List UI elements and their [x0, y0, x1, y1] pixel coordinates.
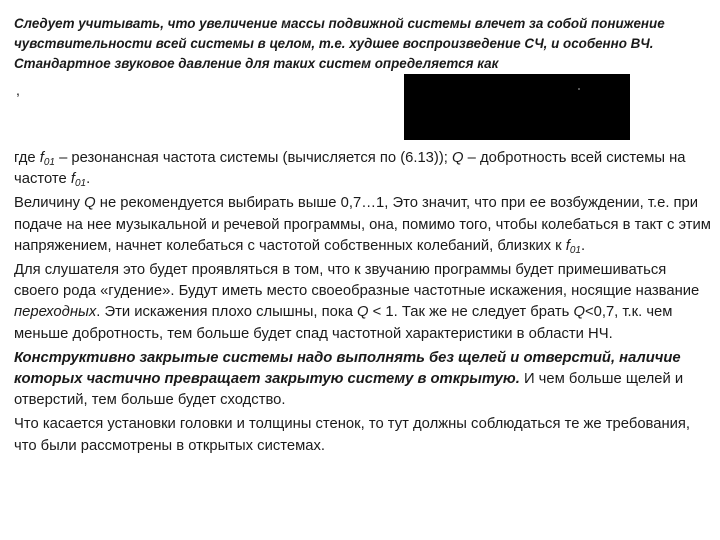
text-span: .: [86, 171, 91, 188]
emphasis-term: переходных: [14, 304, 97, 321]
paragraph-listener: [14, 260, 714, 345]
text-span: . Эти искажения плохо слышны, пока: [96, 304, 358, 321]
text-span: И чем больше щелей и отверстий, тем больше будет сходство.: [14, 371, 684, 409]
symbol-f: f: [70, 171, 75, 188]
paragraph-installation: Что касается установки головки и толщины стенок, то тут должны соблюдаться те же требования, что были рассмотрены в открытых системах.: [14, 416, 691, 454]
text-span: – резонансная частота системы (вычисляется по (6.13));: [54, 150, 452, 166]
symbol-q: Q: [452, 150, 464, 166]
symbol-f: f: [39, 150, 44, 166]
text-span: < 1. Так же не следует брать: [368, 304, 574, 321]
bold-italic-statement: Конструктивно закрытые системы надо выполнять без щелей и отверстий, наличие которых частично превращает закрытую систему в открытую.: [14, 349, 681, 388]
paragraph-q-value: [14, 193, 714, 257]
subscript: 01: [569, 244, 581, 256]
text-span: – добротность всей системы на частоте: [14, 150, 686, 188]
symbol-f: f: [565, 237, 570, 254]
symbol-q: Q: [357, 304, 369, 321]
formula-comma: ,: [16, 82, 20, 98]
text-span: <0,7, т.к. чем меньше добротность, тем больше будет спад частотной характеристики в области НЧ.: [14, 304, 673, 342]
text-span: где: [14, 150, 40, 166]
body-text: [14, 148, 714, 460]
subscript: 01: [43, 157, 55, 168]
paragraph-resonance: [14, 148, 714, 190]
formula-image-redacted: [404, 74, 630, 140]
intro-paragraph: Следует учитывать, что увеличение массы подвижной системы влечет за собой понижение чувствительности всей системы в целом, т.е. худшее воспроизведение СЧ, и особенно ВЧ. Стандартное звуковое давление для таких систем определяется как: [14, 16, 665, 71]
paragraph-closed-systems: [14, 348, 714, 412]
symbol-q: Q: [573, 304, 585, 321]
text-span: Для слушателя это будет проявляться в том, что к звучанию программы будет примешиваться своего рода «гудение». Будут иметь место своеобразные частотные искажения, носящие название: [14, 262, 700, 300]
symbol-q: Q: [84, 195, 96, 212]
text-span: не рекомендуется выбирать выше 0,7…1, Это значит, что при ее возбуждении, т.е. при подаче на нее музыкальной и речевой программы, она, помимо того, чтобы колебаться в такт с этим напряжением, начнет колебаться с частотой собственных колебаний, близких к: [14, 195, 711, 254]
text-span: Величину: [14, 195, 85, 212]
formula-artifact: [578, 88, 580, 90]
text-span: .: [580, 237, 586, 254]
subscript: 01: [74, 178, 87, 190]
